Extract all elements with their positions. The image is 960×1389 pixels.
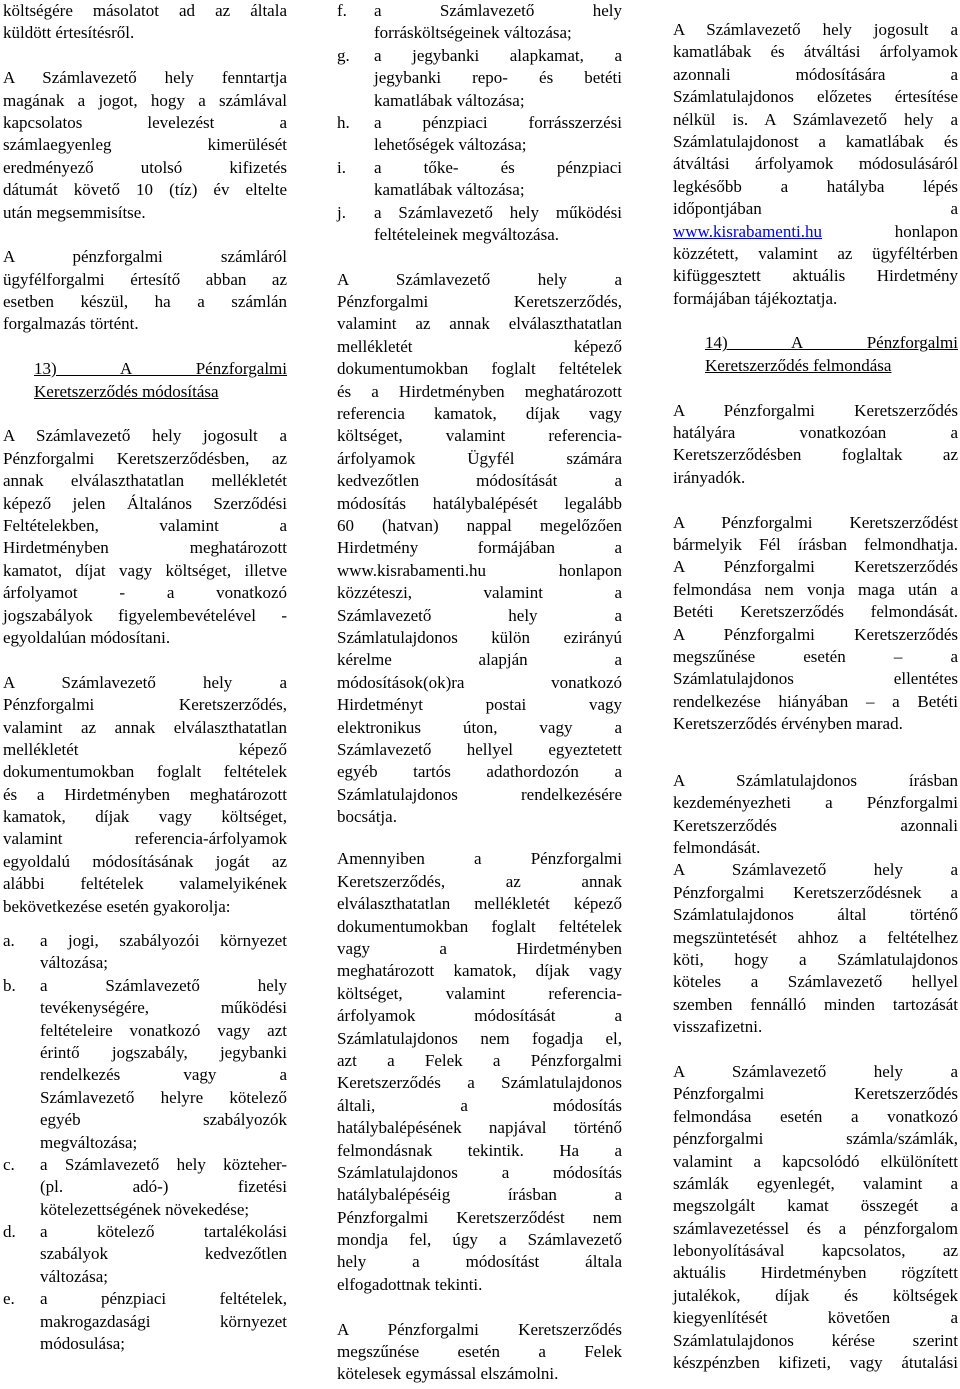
text-line: Pénzforgalmi Keretszerződés [673,1084,958,1104]
list-item-line: egyéb szabályozók [40,1110,287,1130]
list-marker: d. [3,1222,16,1242]
list-item-line: szabályok kedvezőtlen [40,1244,287,1264]
column-2 [337,0,622,1386]
text-line: felmondása esetén a vonatkozó [673,1106,958,1126]
text-line: mondja fel, úgy a Számlavezető [337,1230,622,1250]
list-item-line: a Számlavezető hely [374,1,622,20]
condition-list [337,0,622,246]
paragraph [3,672,287,918]
text-line: elválaszthatatlan mellékletét képező [337,894,622,914]
text-line: Számlatulajdonos nem fogadja el, [337,1028,622,1048]
list-item-line: jegybanki repo- és betéti [374,68,622,88]
column-3 [673,0,958,1374]
text-line: A Számlavezető hely jogosult a [3,426,287,446]
text-line: formájában tájékoztatja. [673,288,838,308]
text-line: Amennyiben a Pénzforgalmi [337,849,622,869]
text-line: mellékletét képező [337,336,622,356]
text-line: Számlavezető hely a [337,605,622,625]
text-line: A Pénzforgalmi Keretszerződés [673,400,958,420]
text-line: A Számlatulajdonos írásban [673,770,958,790]
text-line: kötelesek egymással elszámolni. [337,1364,559,1384]
text-line: valamint az annak elválaszthatatlan [3,717,287,737]
paragraph [673,512,958,736]
text-line: nélkül is. A Számlavezető hely a [673,109,958,129]
text-line: költséget, valamint referencia- [337,983,622,1003]
text-line: forgalmazás történt. [3,314,139,334]
text-line: Pénzforgalmi Keretszerződésnek a [673,882,958,902]
text-line: Keretszerződés érvényben marad. [673,714,903,734]
list-item-line: a jegybanki alapkamat, a [374,45,622,65]
list-item-line: a pénzpiaci forrásszerzési [374,112,622,132]
list-marker: i. [337,157,346,177]
paragraph [337,1319,622,1386]
paragraph [3,67,287,224]
text-line: költségére másolatot ad az általa [3,1,287,20]
text-line: vagy a Hirdetményben [337,939,622,959]
list-item-line: a kötelező tartalékolási [40,1222,287,1242]
text-line: bármelyik Fél írásban felmondhatja. [673,534,958,554]
text-line: kapcsolatos levelezést a [3,112,287,132]
heading-line: Keretszerződés módosítása [34,381,219,401]
text-line: Pénzforgalmi Keretszerződés, [3,695,287,715]
text-line: A Pénzforgalmi Keretszerződés [337,1319,622,1339]
text-line: képező jelen Általános Szerződési [3,493,287,513]
list-item-line: lehetőségek változása; [374,135,527,155]
text-line: A Számlavezető hely fenntartja [3,68,287,88]
heading-line: 14) A Pénzforgalmi [705,333,958,353]
link-tail: honlapon [894,221,958,241]
text-line: közzétett, valamint az ügyféltérben [673,243,958,263]
text-line: Számlatulajdonos rendelkezésére [337,784,622,804]
list-item [3,1221,287,1288]
text-line: közzéteszi, valamint a [337,583,622,603]
text-line: küldött értesítésről. [3,23,135,43]
text-line: legkésőbb a hatályba lépés [673,176,958,196]
text-line: elfogadottnak tekinti. [337,1274,483,1294]
text-line: valamint referencia-árfolyamok [3,829,287,849]
list-marker: j. [337,202,346,222]
text-line: dátumát követő 10 (tíz) év eltelte [3,180,287,200]
text-line: Hirdetményt postai vagy [337,695,622,715]
list-item-line: kamatlábak változása; [374,180,525,200]
heading-line: Keretszerződés felmondása [705,355,892,375]
text-line: Számlatulajdonos által történő [673,905,958,925]
list-item-line: Számlavezető helyre kötelező [40,1087,287,1107]
text-line: bekövetkezése esetén gyakorolja: [3,896,231,916]
text-line: dokumentumokban foglalt feltételek [337,916,622,936]
text-line: módosítás hatálybalépését legalább [337,493,622,513]
text-line: Hirdetmény formájában a [337,538,622,558]
text-line: köteles a Számlavezető hellyel [673,972,958,992]
text-line: mellékletét képező [3,739,287,759]
text-line: A Pénzforgalmi Keretszerződést [673,512,958,532]
text-line: árfolyamok módosítását a [337,1006,622,1026]
text-line: meghatározott kamatok, díjak vagy [337,961,622,981]
list-marker: a. [3,931,15,951]
paragraph [3,246,287,336]
list-item [3,975,287,1154]
text-line: Számlavezető hellyel egyeztetett [337,739,622,759]
text-line: azonnali módosítására a [673,64,958,84]
text-line: Számlatulajdonos előzetes értesítése [673,87,958,107]
text-line: A Számlavezető hely a [673,1061,958,1081]
text-line: A Számlavezető hely jogosult a [673,20,958,39]
text-line: Hirdetményben meghatározott [3,538,287,558]
text-line: megszűnése esetén a Felek [337,1342,622,1362]
text-line: Pénzforgalmi Keretszerződést nem [337,1207,622,1227]
list-item [337,157,622,202]
text-line: rendelkezése hiányában – a Betéti [673,691,958,711]
text-line: árfolyamok Ügyfél számára [337,448,622,468]
list-item-line: módosulása; [40,1334,125,1354]
text-line: hatálybalépésének napjával történő [337,1118,622,1138]
text-line: hatályára vonatkozóan a [673,423,958,443]
text-line: Feltételekben, valamint a [3,515,287,535]
text-line: azt a Felek a Pénzforgalmi [337,1050,622,1070]
text-line: hely a módosítást általa [337,1252,622,1272]
list-item-line: a Számlavezető hely működési [374,202,622,222]
text-line: ügyfélforgalmi értesítő abban az [3,269,287,289]
list-item-line: változása; [40,953,108,973]
text-line: kifüggesztett aktuális Hirdetmény [673,266,958,286]
text-line: referencia kamatok, díjak vagy [337,404,622,424]
condition-list [3,930,287,1355]
text-line: kedvezőtlen módosítását a [337,471,622,491]
text-line: módosítások(ok)ra vonatkozó [337,672,622,692]
text-line: és a Hirdetményben meghatározott [337,381,622,401]
text-line: időpontjában a [673,199,958,219]
list-item-line: a jogi, szabályozói környezet [40,931,287,951]
list-marker: g. [337,45,350,65]
text-line: Számlatulajdonos ellentétes [673,669,958,689]
text-line: Betéti Keretszerződés felmondását. [673,602,958,622]
text-line: kezdeményezheti a Pénzforgalmi [673,793,958,813]
text-line: hatálybalépéséig írásban a [337,1185,622,1205]
text-line: felmondásnak tekintik. Ha a [337,1140,622,1160]
paragraph [673,1061,958,1374]
list-item-line: tevékenységére, működési [40,998,287,1018]
paragraph [673,400,958,490]
text-line: dokumentumokban foglalt feltételek [3,762,287,782]
list-item-line: forrásköltségeinek változása; [374,23,572,43]
list-item-line: érintő jogszabály, jegybanki [40,1042,287,1062]
paragraph [673,770,958,1039]
text-line: A Számlavezető hely a [673,860,958,880]
text-line: valamint a kapcsolódó elkülönített [673,1151,958,1171]
list-marker: e. [3,1289,15,1309]
paragraph [3,425,287,649]
text-line: felmondását. [673,838,761,858]
text-line: jutalékok, díjak és költségek [673,1285,958,1305]
list-item-line: feltételeinek megváltozása. [374,224,560,244]
list-item-line: a pénzpiaci feltételek, [40,1289,287,1309]
list-item-line: a Számlavezető hely [40,975,287,995]
text-line: www.kisrabamenti.hu honlapon [337,560,622,580]
text-line: eredményező utolsó kifizetés [3,157,287,177]
text-line: annak elválaszthatatlan mellékletét [3,471,287,491]
list-item [337,0,622,45]
text-line: számlavezetéssel és a pénzforgalom [673,1218,958,1238]
section-heading-13 [3,358,287,403]
list-item-line: rendelkezés vagy a [40,1065,287,1085]
text-line: egyoldalú módosításának jogát az [3,851,287,871]
paragraph [337,269,622,829]
text-line: A Számlavezető hely a [337,269,622,289]
text-line: elektronikus úton, vagy a [337,717,622,737]
text-line: A Számlavezető hely a [3,672,287,692]
heading-line: 13) A Pénzforgalmi [34,359,287,379]
text-line: általi, a módosítás [337,1095,622,1115]
list-item-line: változása; [40,1266,108,1286]
text-line: után megsemmisítse. [3,202,146,222]
text-line: kamatlábak és átváltási árfolyamok [673,42,958,62]
text-line: Keretszerződés azonnali [673,815,958,835]
text-line: költséget, valamint referencia- [337,426,622,446]
website-link[interactable]: www.kisrabamenti.hu [673,221,823,241]
text-line: számlaegyenleg kimerülését [3,135,287,155]
text-line: szemben fennálló minden tartozását [673,994,958,1014]
text-line: Számlatulajdonos a módosítás [337,1162,622,1182]
text-line: felmondása nem vonja maga után a [673,579,958,599]
list-item-line: a tőke- és pénzpiaci [374,157,622,177]
list-item [3,1288,287,1355]
text-line: megszolgált kamat összegét a [673,1196,958,1216]
text-line: Pénzforgalmi Keretszerződésben, az [3,448,287,468]
text-line: átváltási árfolyamok módosulásáról [673,154,958,174]
text-line: aktuális Hirdetményben rögzített [673,1263,958,1283]
list-item [337,202,622,247]
text-line: Számlatulajdonos kérése szerint [673,1330,958,1350]
list-item-line: a Számlavezető hely közteher- [40,1154,287,1174]
text-line: jogszabályok figyelembevételével - [3,605,287,625]
text-line: Pénzforgalmi Keretszerződés, [337,292,622,312]
text-line: egyoldalúan módosítani. [3,627,171,647]
list-item [3,930,287,975]
text-line: egyéb tartós adathordozón a [337,762,622,782]
link-line [673,221,958,243]
section-heading-14 [673,332,958,377]
text-line: irányadók. [673,467,746,487]
list-item [337,45,622,112]
text-line: 60 (hatvan) nappal megelőzően [337,515,622,535]
text-line: A Pénzforgalmi Keretszerződés [673,557,958,577]
list-marker: b. [3,975,16,995]
text-line: és a Hirdetményben meghatározott [3,784,287,804]
list-item-line: (pl. adó-) fizetési [40,1177,287,1197]
text-line: A pénzforgalmi számláról [3,247,287,267]
paragraph [337,848,622,1296]
list-item-line: feltételeire vonatkozó vagy azt [40,1020,287,1040]
text-line: megszűnése esetén – a [673,646,958,666]
text-line: visszafizetni. [673,1017,763,1037]
text-line: Keretszerződés, az annak [337,871,622,891]
list-marker: h. [337,112,350,132]
text-line: Keretszerződésben foglaltak az [673,445,958,465]
text-line: lebonyolításával kapcsolatos, az [673,1241,958,1261]
text-line: dokumentumokban foglalt feltételek [337,359,622,379]
list-item [3,1154,287,1221]
text-line: Számlatulajdonos külön ezirányú [337,627,622,647]
list-marker: f. [337,1,347,20]
text-line: Keretszerződés a Számlatulajdonos [337,1073,622,1093]
text-line: megszüntetését ahhoz a feltételhez [673,927,958,947]
text-line: kamatot, díjat vagy költséget, illetve [3,560,287,580]
text-line: magának a jogot, hogy a számlával [3,90,287,110]
text-line: árfolyamot - a vonatkozó [3,583,287,603]
list-item-line: kötelezettségének növekedése; [40,1199,250,1219]
list-marker: c. [3,1154,15,1174]
text-line: kamatok, díjak vagy költséget, [3,807,287,827]
text-line: alábbi feltételek valamelyikének [3,874,287,894]
text-line: A Pénzforgalmi Keretszerződés [673,624,958,644]
text-line: kérelme alapján a [337,650,622,670]
paragraph [3,0,287,45]
text-line: esetben készül, ha a számlán [3,292,287,312]
text-line: pénzforgalmi számla/számlák, [673,1129,958,1149]
list-item-line: megváltozása; [40,1132,138,1152]
text-line: köti, hogy a Számlatulajdonos [673,950,958,970]
text-line: számlák egyenlegét, valamint a [673,1173,958,1193]
list-item-line: kamatlábak változása; [374,90,525,110]
paragraph [673,19,958,310]
text-line: bocsátja. [337,807,397,827]
text-line: Számlatulajdonost a kamatlábak és [673,131,958,151]
text-line: kiegyenlítését követően a [673,1308,958,1328]
column-1 [3,0,287,1355]
list-item-line: makrogazdasági környezet [40,1311,287,1331]
text-line: készpénzben kifizeti, vagy átutalási [673,1353,958,1373]
text-line: valamint az annak elválaszthatatlan [337,314,622,334]
list-item [337,112,622,157]
